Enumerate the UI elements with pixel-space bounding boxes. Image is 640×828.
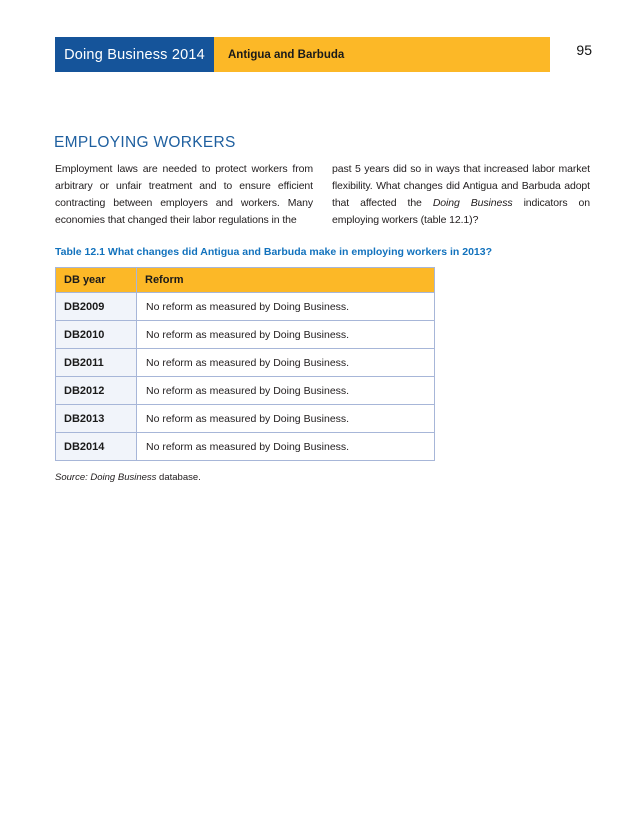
country-name: Antigua and Barbuda (228, 48, 345, 61)
reform-cell: No reform as measured by Doing Business. (137, 433, 435, 461)
db-year-cell: DB2011 (56, 349, 137, 377)
section-title: EMPLOYING WORKERS (54, 134, 236, 151)
page-header-band (55, 37, 550, 72)
source-name: Doing Business (90, 472, 157, 483)
body-paragraph-column-1 (55, 161, 313, 229)
db-year-cell: DB2009 (56, 293, 137, 321)
reform-cell: No reform as measured by Doing Business. (137, 293, 435, 321)
country-banner (214, 37, 550, 72)
reforms-table (55, 267, 435, 461)
source-note (55, 472, 201, 483)
source-rest: database. (156, 472, 201, 483)
db-year-cell: DB2014 (56, 433, 137, 461)
column-header-db-year: DB year (56, 268, 137, 293)
db-year-cell: DB2010 (56, 321, 137, 349)
body-text-2b: indicators on employing workers (table 12.1)? (332, 197, 590, 226)
table-caption: Table 12.1 What changes did Antigua and Barbuda make in employing workers in 2013? (55, 246, 493, 258)
body-text-1: Employment laws are needed to protect workers from arbitrary or unfair treatment and to ensure efficient contracting between employers and workers. Many economies that changed their labor regulations in the (55, 163, 313, 226)
column-header-reform: Reform (137, 268, 435, 293)
table-row (56, 377, 435, 405)
reform-cell: No reform as measured by Doing Business. (137, 321, 435, 349)
page-number: 95 (576, 42, 592, 58)
body-text-2a: past 5 years did so in ways that increased labor market flexibility. What changes did Antigua and Barbuda adopt that affected the (332, 163, 590, 209)
body-paragraph-column-2 (332, 161, 590, 229)
table-row (56, 293, 435, 321)
db-year-cell: DB2013 (56, 405, 137, 433)
db-year-cell: DB2012 (56, 377, 137, 405)
table-row (56, 349, 435, 377)
table-row (56, 321, 435, 349)
source-label: Source: (55, 472, 91, 483)
table-row (56, 405, 435, 433)
reform-cell: No reform as measured by Doing Business. (137, 377, 435, 405)
report-title-banner (55, 37, 214, 72)
table-row (56, 433, 435, 461)
body-text-2-italic: Doing Business (432, 197, 513, 209)
report-title: Doing Business 2014 (64, 46, 205, 63)
reform-cell: No reform as measured by Doing Business. (137, 349, 435, 377)
table-header-row (56, 268, 435, 293)
reform-cell: No reform as measured by Doing Business. (137, 405, 435, 433)
